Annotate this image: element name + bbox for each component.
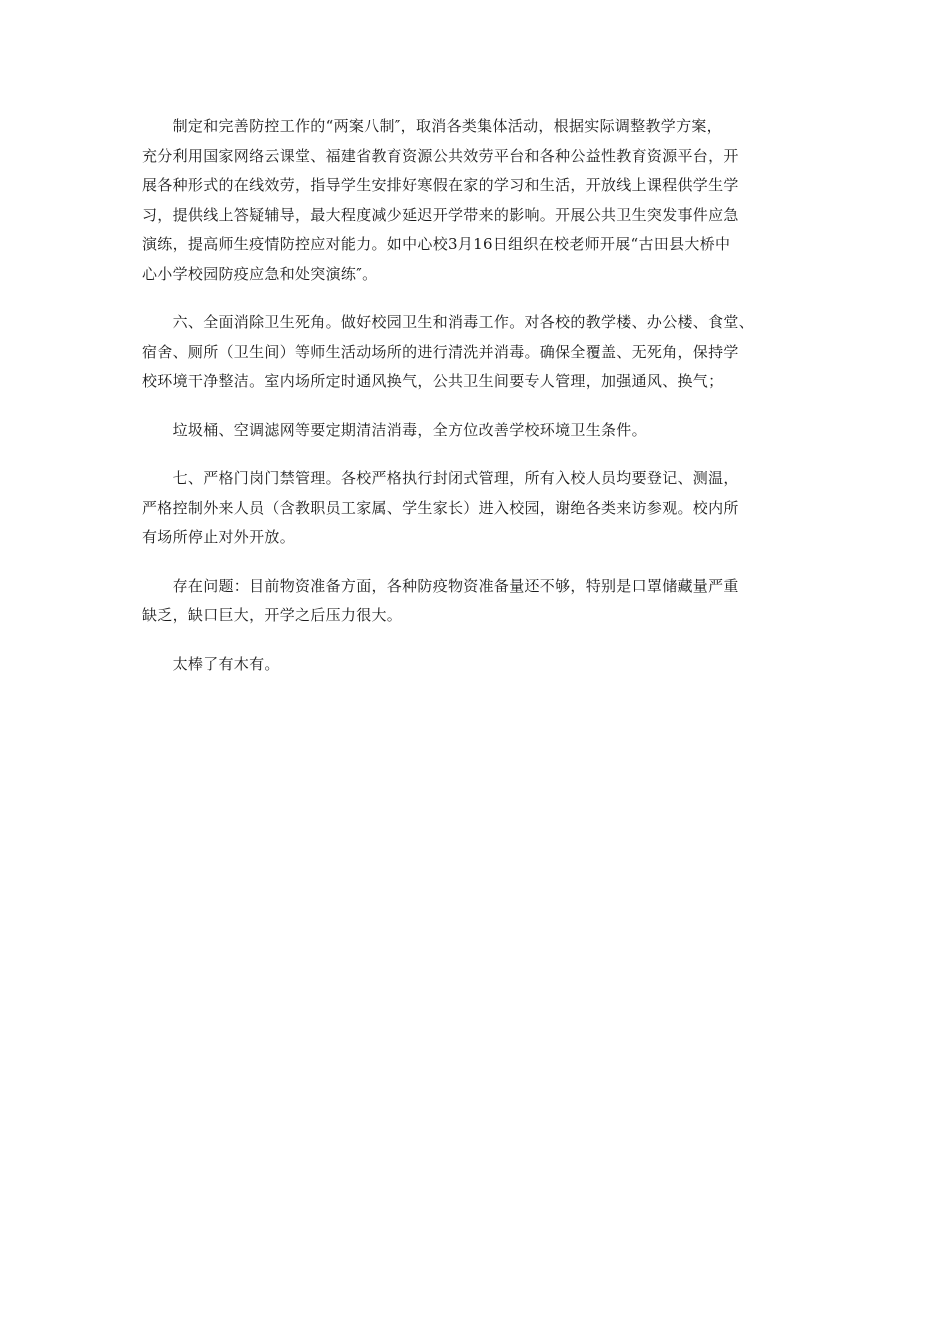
document-body xyxy=(142,112,812,698)
paragraph-problems: 存在问题：目前物资准备方面，各种防疫物资准备量还不够，特别是口罩储藏量严重 缺乏，缺口巨大，开学之后压力很大。 xyxy=(142,576,739,624)
paragraph-prevention-plan: 制定和完善防控工作的“两案八制″，取消各类集体活动，根据实际调整教学方案， 充分利用国家网络云课堂、福建省教育资源公共效劳平台和各种公益性教育资源平台，开 展各种形式的在线效劳，指导学生安排好寒假在家的学习和生活，开放线上课程供学生学 习，提供线上答疑辅导，最大程度减少延迟开学带来的影响。开展公共卫生突发事件应急 演练，提高师生疫情防控应对能力。如中心校3月16日组织在校老师开展“古田县大桥中 心小学校园防疫应急和处突演练″。 xyxy=(142,117,739,283)
paragraph-sanitation: 六、全面消除卫生死角。做好校园卫生和消毒工作。对各校的教学楼、办公楼、食堂、 宿舍、厕所（卫生间）等师生活动场所的进行清洗并消毒。确保全覆盖、无死角，保持学 校环境干净整洁。室内场所定时通风换气，公共卫生间要专人管理，加强通风、换气； xyxy=(142,313,755,390)
paragraph-closing: 太棒了有木有。 xyxy=(142,654,280,673)
paragraph-disinfection: 垃圾桶、空调滤网等要定期清洁消毒，全方位改善学校环境卫生条件。 xyxy=(142,420,647,439)
paragraph-gate-management: 七、严格门岗门禁管理。各校严格执行封闭式管理，所有入校人员均要登记、测温， 严格控制外来人员（含教职员工家属、学生家长）进入校园，谢绝各类来访参观。校内所 有场所停止对外开放。 xyxy=(142,469,739,546)
